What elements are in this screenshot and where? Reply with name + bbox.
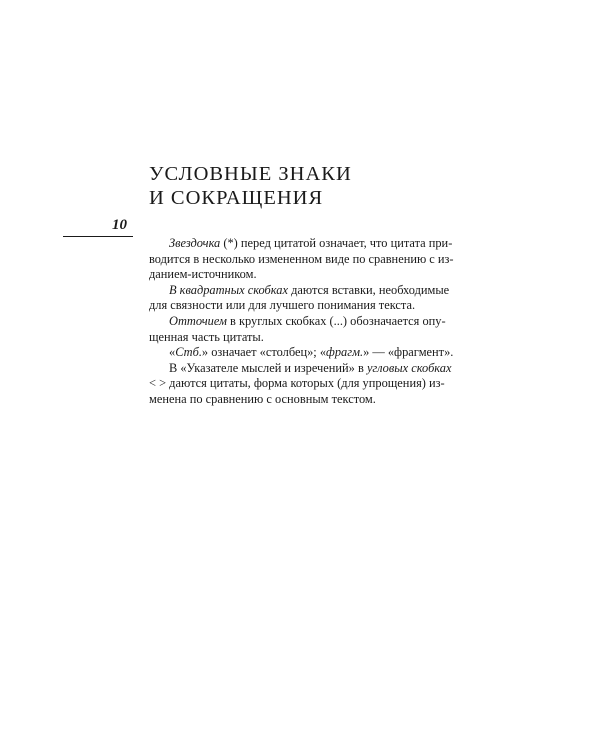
term-ellipsis: Отточием xyxy=(169,313,227,328)
abbr-fragm: фрагм. xyxy=(326,345,364,360)
paragraph-ellipsis xyxy=(149,314,509,345)
text-line xyxy=(149,314,509,330)
abbr-stb: Стб. xyxy=(175,345,202,360)
body-text xyxy=(149,236,509,408)
paragraph-square-brackets xyxy=(149,283,509,314)
page-title xyxy=(149,162,352,210)
paragraph-asterisk xyxy=(149,236,509,283)
text-line: щенная часть цитаты. xyxy=(149,329,264,344)
text-line xyxy=(149,345,509,361)
text-line: данием-источником. xyxy=(149,267,257,282)
text-line xyxy=(149,283,509,299)
text-fragment: В «Указателе мыслей и изречений» в xyxy=(169,360,367,375)
text-line: < > даются цитаты, форма которых (для упрощения) из- xyxy=(149,376,445,391)
text-fragment: « xyxy=(169,345,176,360)
text-fragment: (*) перед цитатой означает, что цитата при- xyxy=(220,236,453,250)
page-title-line-1: УСЛОВНЫЕ ЗНАКИ xyxy=(149,163,352,185)
text-fragment: » — «фрагмент». xyxy=(363,345,454,360)
text-line: водится в несколько измененном виде по сравнению с из- xyxy=(149,251,454,266)
page-number: 10 xyxy=(112,217,127,233)
page-number-rule xyxy=(63,236,133,237)
text-line: менена по сравнению с основным текстом. xyxy=(149,391,376,406)
text-fragment: » означает «столбец»; « xyxy=(201,345,327,360)
text-line xyxy=(149,236,509,252)
term-square-brackets: В квадратных скобках xyxy=(169,282,288,297)
page-title-line-2: И СОКРАЩЕНИЯ xyxy=(149,187,324,209)
text-fragment: в круглых скобках (...) обозначается опу- xyxy=(226,313,446,328)
paragraph-angle-brackets xyxy=(149,361,509,408)
text-line xyxy=(149,361,509,377)
paragraph-abbreviations xyxy=(149,345,509,361)
text-fragment: даются вставки, необходимые xyxy=(287,282,450,297)
term-asterisk: Звездочка xyxy=(169,236,221,250)
term-angle-brackets: угловых скобках xyxy=(366,360,452,375)
text-line: для связности или для лучшего понимания текста. xyxy=(149,298,416,313)
